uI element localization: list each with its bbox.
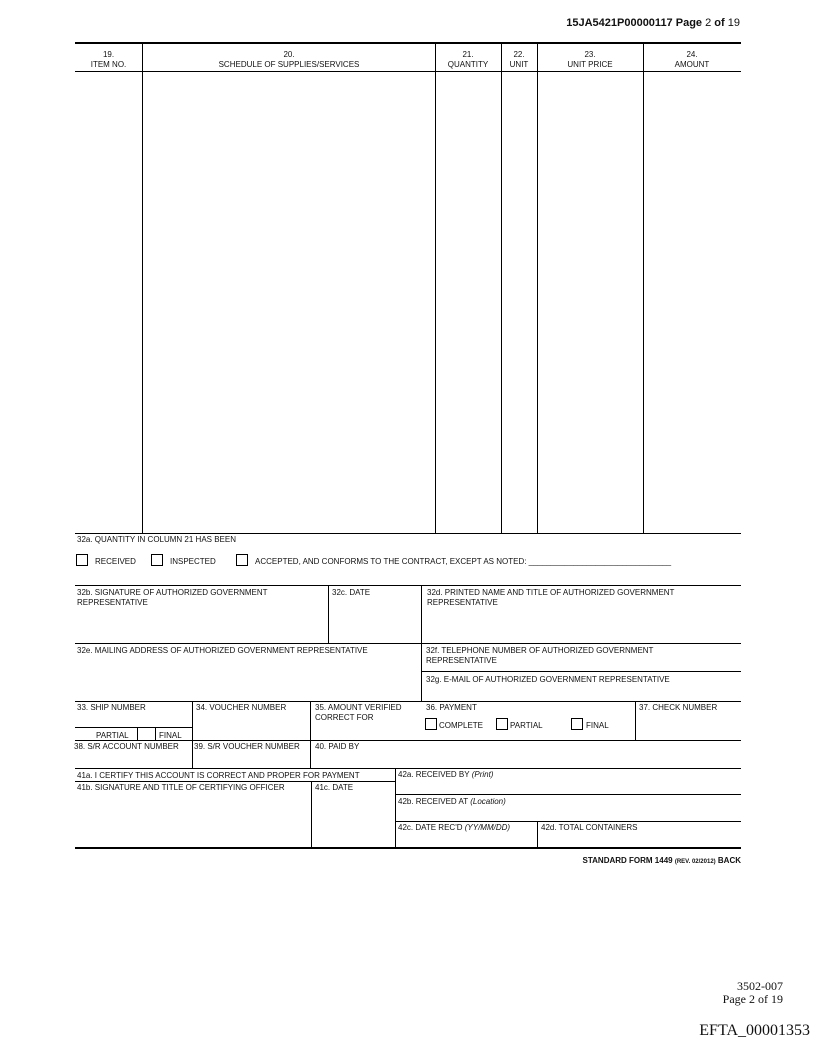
accepted-checkbox[interactable] (236, 554, 248, 566)
column-header-amount (643, 50, 741, 70)
document-id: 15JA5421P00000117 (566, 17, 673, 29)
quantity-status-label: 32a. QUANTITY IN COLUMN 21 HAS BEEN (77, 535, 237, 544)
date-received-label (398, 823, 510, 833)
form-name-footer (583, 856, 741, 865)
section-divider (192, 701, 193, 769)
column-label: UNIT (509, 60, 529, 69)
section-divider (310, 701, 311, 741)
form-bottom-border (75, 847, 741, 849)
ship-partial-label: PARTIAL (96, 731, 129, 740)
ship-number-label: 33. SHIP NUMBER (77, 703, 146, 712)
form-top-border (75, 42, 741, 44)
section-divider (395, 794, 741, 795)
bates-number: EFTA_00001353 (699, 1022, 810, 1039)
sr-account-number-label: 38. S/R ACCOUNT NUMBER (74, 742, 179, 751)
section-divider (75, 740, 741, 741)
accepted-label: ACCEPTED, AND CONFORMS TO THE CONTRACT, EXCEPT AS NOTED: ________________________________ (255, 557, 672, 566)
paid-by-label: 40. PAID BY (315, 742, 360, 751)
form-name: STANDARD FORM 1449 (582, 856, 673, 865)
ship-subdivider (155, 727, 156, 740)
payment-partial-label: PARTIAL (510, 721, 543, 730)
form-revision: (REV. 02/2012) (674, 859, 716, 865)
ship-subdivider (75, 727, 192, 728)
section-divider (421, 671, 741, 672)
section-divider (395, 821, 741, 822)
section-divider (75, 768, 741, 769)
total-containers-label: 42d. TOTAL CONTAINERS (541, 823, 638, 832)
page-word: Page (675, 17, 703, 29)
column-header-unit-price (537, 50, 643, 70)
payment-label: 36. PAYMENT (426, 703, 477, 712)
column-header-divider (75, 71, 741, 72)
section-divider (75, 701, 741, 702)
column-number: 21. (462, 50, 474, 59)
amount-verified-label: 35. AMOUNT VERIFIED CORRECT FOR (315, 703, 402, 722)
payment-final-label: FINAL (586, 721, 609, 730)
column-number: 20. (283, 50, 295, 59)
received-by-label (398, 770, 493, 780)
schedule-divider (501, 43, 502, 533)
section-divider (75, 585, 741, 586)
column-number: 19. (102, 50, 115, 59)
sr-voucher-number-label: 39. S/R VOUCHER NUMBER (194, 742, 300, 751)
payment-final-checkbox[interactable] (571, 718, 583, 730)
payment-complete-checkbox[interactable] (425, 718, 437, 730)
page-line: Page 2 of 19 (722, 992, 783, 1006)
schedule-divider (142, 43, 143, 533)
date-41c-label: 41c. DATE (315, 783, 354, 792)
column-number: 23. (584, 50, 596, 59)
column-label: QUANTITY (447, 60, 489, 69)
section-divider (395, 768, 396, 848)
column-header-unit (501, 50, 537, 70)
page-number: 2 (705, 17, 712, 29)
mailing-address-label: 32e. MAILING ADDRESS OF AUTHORIZED GOVERNMENT REPRESENTATIVE (77, 646, 368, 655)
received-at-note: (Location) (470, 797, 506, 806)
signature-gov-rep-label: 32b. SIGNATURE OF AUTHORIZED GOVERNMENT REPRESENTATIVE (77, 588, 268, 607)
check-number-label: 37. CHECK NUMBER (639, 703, 718, 712)
telephone-label: 32f. TELEPHONE NUMBER OF AUTHORIZED GOVERNMENT REPRESENTATIVE (426, 646, 654, 665)
of-word: of (714, 17, 725, 29)
column-header-quantity (435, 50, 501, 70)
voucher-number-label: 34. VOUCHER NUMBER (196, 703, 287, 712)
schedule-divider (537, 43, 538, 533)
column-number: 22. (513, 50, 525, 59)
certifying-officer-signature-label: 41b. SIGNATURE AND TITLE OF CERTIFYING OFFICER (77, 783, 285, 792)
ship-subdivider (137, 727, 138, 740)
section-divider (328, 585, 329, 643)
certify-account-label: 41a. I CERTIFY THIS ACCOUNT IS CORRECT AND PROPER FOR PAYMENT (77, 771, 360, 780)
payment-partial-checkbox[interactable] (496, 718, 508, 730)
ship-final-label: FINAL (159, 731, 182, 740)
email-label: 32g. E-MAIL OF AUTHORIZED GOVERNMENT REPRESENTATIVE (426, 675, 670, 684)
column-number: 24. (686, 50, 698, 59)
section-divider (75, 781, 395, 782)
received-at-label (398, 797, 506, 807)
inspected-checkbox[interactable] (151, 554, 163, 566)
column-label: SCHEDULE OF SUPPLIES/SERVICES (218, 60, 360, 69)
received-by-text: 42a. RECEIVED BY (398, 770, 470, 779)
column-header-item-no (75, 50, 142, 70)
column-label: ITEM NO. (90, 60, 127, 69)
inspected-label: INSPECTED (170, 557, 216, 566)
received-by-note: (Print) (471, 770, 494, 779)
column-header-schedule (143, 50, 435, 70)
section-divider (75, 643, 741, 644)
section-divider (537, 821, 538, 848)
payment-complete-label: COMPLETE (439, 721, 484, 730)
schedule-divider (435, 43, 436, 533)
page-header (566, 17, 740, 29)
page-total: 19 (727, 17, 740, 29)
date-32c-label: 32c. DATE (332, 588, 371, 597)
received-checkbox[interactable] (76, 554, 88, 566)
date-received-text: 42c. DATE REC'D (398, 823, 463, 832)
section-divider (635, 701, 636, 741)
form-side: BACK (717, 856, 741, 865)
received-label: RECEIVED (95, 557, 136, 566)
schedule-divider (643, 43, 644, 533)
printed-name-gov-rep-label: 32d. PRINTED NAME AND TITLE OF AUTHORIZED GOVERNMENT REPRESENTATIVE (427, 588, 675, 607)
section-divider (311, 781, 312, 848)
form-code: 3502-007 (737, 979, 783, 993)
column-label: UNIT PRICE (567, 60, 613, 69)
section-divider (310, 740, 311, 769)
schedule-bottom-border (75, 533, 741, 534)
date-received-note: (YY/MM/DD) (464, 823, 511, 832)
page-code-block (723, 980, 783, 1006)
column-label: AMOUNT (674, 60, 710, 69)
received-at-text: 42b. RECEIVED AT (398, 797, 468, 806)
